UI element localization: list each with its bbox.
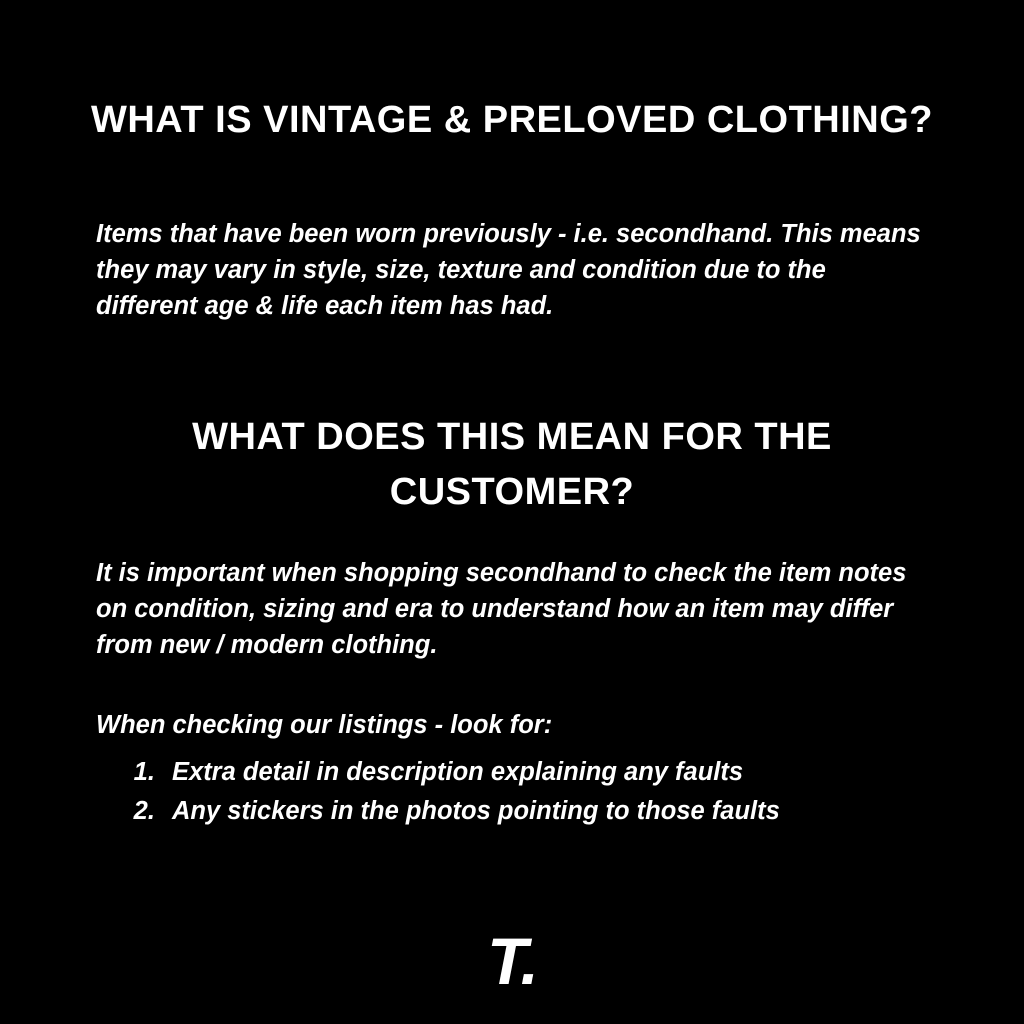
brand-logo: T. bbox=[487, 924, 537, 998]
section-title-customer: WHAT DOES THIS MEAN FOR THE CUSTOMER? bbox=[192, 415, 832, 513]
list-item: 2. Any stickers in the photos pointing to those faults bbox=[162, 792, 982, 831]
listings-prompt: When checking our listings - look for: bbox=[96, 710, 553, 739]
page-title: WHAT IS VINTAGE & PRELOVED CLOTHING? bbox=[90, 99, 934, 142]
intro-paragraph: Items that have been worn previously - i.e. secondhand. This means they may vary in style, size, texture and condition due to the different age & life each item has had. bbox=[96, 219, 921, 320]
checklist bbox=[118, 753, 982, 831]
customer-paragraph: It is important when shopping secondhand to check the item notes on condition, sizing and era to understand how an item may differ from new / modern clothing. bbox=[96, 558, 907, 659]
list-item: 1. Extra detail in description explaining any faults bbox=[162, 753, 982, 792]
